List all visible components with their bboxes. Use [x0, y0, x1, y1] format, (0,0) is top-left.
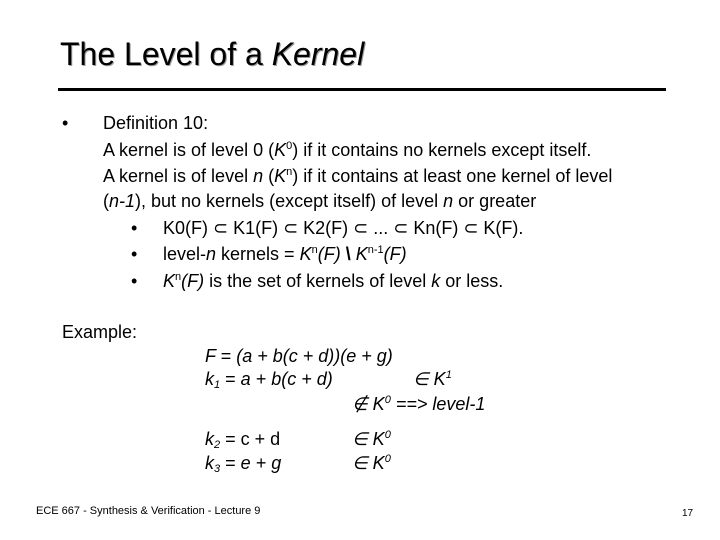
k2-membership [352, 428, 391, 450]
k3-mem: ∈ K [352, 453, 385, 473]
def2-text-b: ( [263, 166, 275, 186]
definition-heading: Definition 10: [103, 113, 209, 133]
def2-sup: n [286, 166, 293, 178]
def2-n: n [253, 166, 264, 186]
k2-mem: ∈ K [352, 429, 385, 449]
sb2-f1: (F) [317, 244, 341, 264]
title-underline [58, 88, 666, 91]
def1-k: K [274, 140, 287, 160]
sb3-k: K [163, 271, 176, 291]
title-italic-text: Kernel [271, 36, 365, 72]
k3-eq: = [225, 453, 236, 473]
def3-n: n [443, 191, 454, 211]
example-k3-line [205, 452, 281, 474]
sb2-k1: K [299, 244, 312, 264]
k2-sub: 2 [214, 439, 221, 451]
example-k2-line [205, 428, 280, 450]
k2-sup: 0 [384, 429, 391, 441]
k3-rhs: e + g [240, 453, 282, 473]
example-label: Example: [62, 322, 138, 342]
k2-k: k [205, 429, 214, 449]
def2-k: K [274, 166, 287, 186]
sb2-s1: n [311, 244, 318, 256]
definition-line-1 [103, 139, 591, 161]
title-text: The Level of a [60, 36, 272, 72]
sub-bullet-2 [163, 243, 407, 265]
def1-sup: 0 [286, 140, 293, 152]
def3-n1: n-1 [109, 191, 136, 211]
sb2-f2: (F) [383, 244, 407, 264]
not-sup: 0 [384, 394, 391, 406]
definition-line-2 [103, 165, 612, 187]
sub-bullet-3 [163, 270, 503, 292]
sb3-kk: k [431, 271, 441, 291]
sub-bullet-marker-1: • [131, 218, 138, 238]
def3-text-b: ), but no kernels (except itself) of level [135, 191, 444, 211]
k3-k: k [205, 453, 214, 473]
sb2-k2: K [355, 244, 368, 264]
sb2-s2: n-1 [367, 244, 384, 256]
k1-mem: ∈ K [413, 369, 446, 389]
k2-eq: = [225, 429, 236, 449]
def2-text-a: A kernel is of level [103, 166, 254, 186]
sub-bullet-1 [163, 217, 523, 239]
def2-text-c: ) if it contains at least one kernel of level [292, 166, 613, 186]
not-tail: ==> level-1 [395, 394, 486, 414]
k1-sup: 1 [445, 369, 452, 381]
slide-footer: ECE 667 - Synthesis & Verification - Lecture 9 [36, 505, 261, 517]
sb2-a: level- [163, 244, 207, 264]
example-k1-line [205, 368, 333, 390]
k2-rhs: c + d [240, 429, 281, 449]
k1-sub: 1 [214, 379, 221, 391]
kernel-chain-text: K0(F) ⊂ K1(F) ⊂ K2(F) ⊂ ... ⊂ Kn(F) ⊂ K(F). [163, 218, 524, 238]
not-mem: ∉ K [352, 394, 385, 414]
sb2-n: n [206, 244, 217, 264]
k1-membership [413, 368, 452, 390]
f-rhs: (a + b(c + d))(e + g) [236, 346, 393, 366]
slide-title [60, 36, 364, 73]
k1-k: k [205, 369, 214, 389]
definition-line-3 [103, 190, 536, 212]
f-eq: = [220, 346, 232, 366]
def3-text-c: or greater [453, 191, 537, 211]
sb3-b: or less. [440, 271, 504, 291]
example-f-line [205, 345, 393, 367]
k3-sub: 3 [214, 463, 221, 475]
sub-bullet-marker-2: • [131, 244, 138, 264]
def3-text-a: ( [103, 191, 109, 211]
sub-bullet-marker-3: • [131, 271, 138, 291]
k1-rhs: a + b(c + d) [240, 369, 333, 389]
bullet-marker: • [62, 113, 69, 133]
sb3-f: (F) [181, 271, 205, 291]
k1-not-membership [352, 393, 485, 415]
sb2-b: kernels = [216, 244, 300, 264]
k1-eq: = [225, 369, 236, 389]
def1-text-a: A kernel is of level 0 ( [103, 140, 275, 160]
page-number: 17 [682, 508, 694, 519]
f-lhs: F [205, 346, 216, 366]
k3-sup: 0 [384, 453, 391, 465]
sb3-a: is the set of kernels of level [204, 271, 432, 291]
sb3-s: n [175, 271, 182, 283]
sb2-setminus: \ [340, 244, 356, 264]
k3-membership [352, 452, 391, 474]
def1-text-b: ) if it contains no kernels except itself. [292, 140, 592, 160]
